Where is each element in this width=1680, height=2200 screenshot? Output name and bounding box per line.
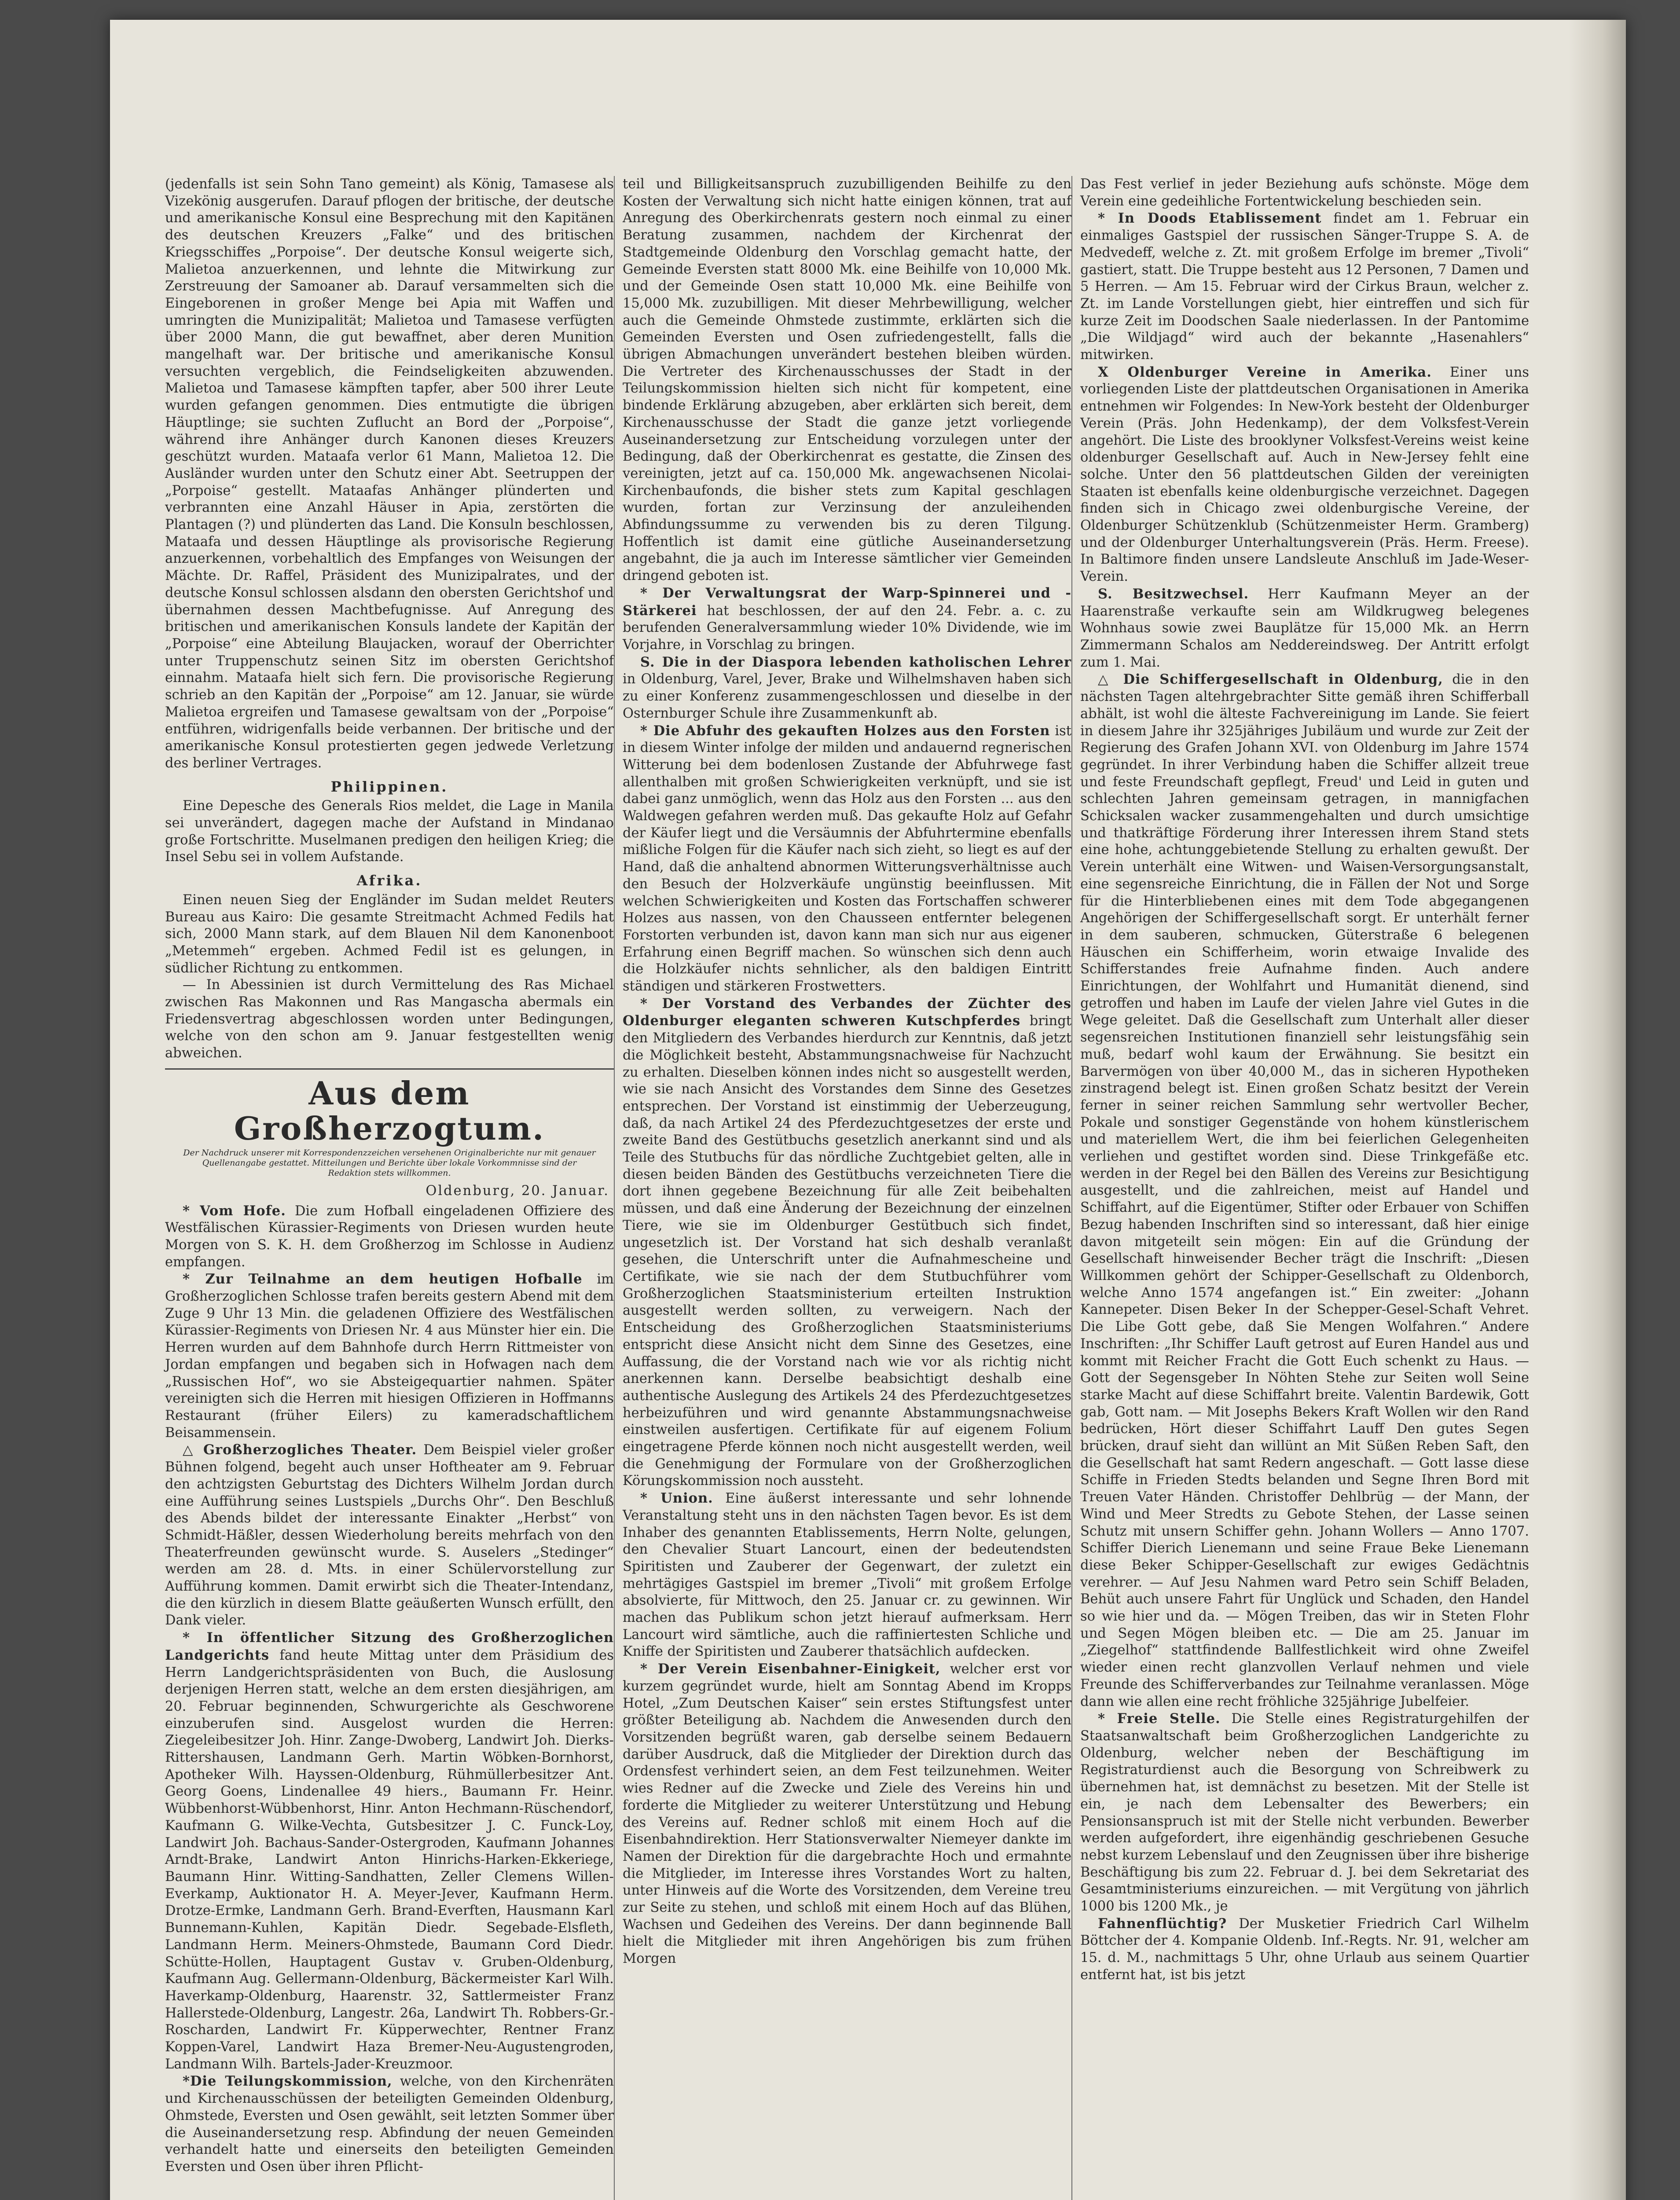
article-eisenbahner-cont: Das Fest verlief in jeder Beziehung aufs schönste. Möge dem Verein eine gedeihliche Fortentwickelung beschieden sein. [1080,176,1529,209]
article-theater [165,1441,614,1629]
article-holz-heading: * Die Abfuhr des gekauften Holzes aus den Forsten [640,722,1050,739]
heading-philippinen: Philippinen. [330,778,448,795]
article-schiffergesellschaft [1080,671,1529,1710]
article-fahnenfluechtig [1080,1915,1529,1984]
article-holz-text: ist in diesem Winter infolge der milden und andauernd regnerischen Witterung bei dem bodenlosen Zustande der Abfuhrwege fast allenthalben mit großen Schwierigkeiten verknüpft, und sie ist dabei ganz unmöglich, wenn das Holz aus den Forsten ... aus den Waldwegen gefahren werden muß. Das gekaufte Holz auf Gefahr der Käufer liegt und die Versäumnis der Abfuhrtermine ebenfalls mißliche Folgen für die Käufer nach sich zieht, so liegt es auf der Hand, daß die anhaltend abnormen Witterungsverhältnisse auch den Besuch der Holzverkäufe ungünstig beeinflussen. Mit welchen Schwierigkeiten und Kosten das Fortschaffen schwerer Holzes aus nassen, von den Chausseen entfernter belegenen Forstorten verbunden ist, davon kann man sich nur aus eigener Erfahrung einen Begriff machen. So wünschen sich denn auch die Holzkäufer nichts sehnlicher, als den baldigen Eintritt ständigen und stärkeren Frostwetters. [623,723,1071,994]
article-philippinen: Eine Depesche des Generals Rios meldet, die Lage in Manila sei unverändert, dagegen mache der Aufstand in Mindanao große Fortschritte. Muselmanen predigen den heiligen Krieg; die Insel Sebu sei in vollem Aufstande. [165,798,614,865]
article-teilungskommission-cont: teil und Billigkeitsanspruch zuzubilligenden Beihilfe zu den Kosten der Verwaltung sich nicht hatte einigen können, trat auf Anregung des Oberkirchenrats gestern noch einmal zu einer Beratung zusammen, nachdem der Kirchenrat der Stadtgemeinde Oldenburg den Vorschlag gemacht hatte, der Gemeinde Eversten statt 8000 Mk. eine Beihilfe von 10,000 Mk. und der Gemeinde Osen statt 10,000 Mk. eine Beihilfe von 15,000 Mk. zuzubilligen. Mit dieser Mehrbewilligung, welcher auch die Gemeinde Ohmstede zustimmte, erklärten sich die Gemeinden Eversten und Osen zufriedengestellt, falls die übrigen Abmachungen unverändert bestehen bleiben würden. Die Vertreter des Kirchenausschusses der Stadt in der Teilungskommission hielten sich nicht für kompetent, eine bindende Erklärung abzugeben, aber erklärten sich bereit, dem Kirchenausschusse der Stadt die ganze jetzt vorliegende Auseinandersetzung zur Entscheidung vorzulegen unter der Bedingung, daß der Oberkirchenrat es gestatte, die Zinsen des vereinigten, jetzt auf ca. 150,000 Mk. angewachsenen Nicolai-Kirchenbaufonds, die bisher stets zum Kapital geschlagen wurden, fortan zur Verzinsung der anzuleihenden Abfindungssumme zu verwenden bis zu deren Tilgung. Hoffentlich ist damit eine gütliche Auseinandersetzung angebahnt, die ja auch im Interesse sämtlicher vier Gemeinden dringend geboten ist. [623,176,1071,584]
article-lehrer-text: in Oldenburg, Varel, Jever, Brake und Wilhelmshaven haben sich zu einer Konferenz zusammengeschlossen und dieselbe in der Osternburger Schule ihre Zusammenkunft ab. [623,671,1071,721]
article-amerika-heading: X Oldenburger Vereine in Amerika. [1098,364,1432,380]
article-samoa: (jedenfalls ist sein Sohn Tano gemeint) als König, Tamasese als Vizekönig ausgerufen. Darauf pflogen der britische, der deutsche und amerikanische Konsul eine Besprechung mit den Kapitänen des deutschen Kreuzers „Falke“ und des britischen Kriegsschiffes „Porpoise“. Der deutsche Konsul weigerte sich, Malietoa anzuerkennen, und lehnte die Mitwirkung zur Zerstreuung der Samoaner ab. Darauf versammelten sich die Eingeborenen in großer Menge bei Apia mit Waffen und umringten die Munizipalität; Malietoa und Tamasese verfügten über 2000 Mann, die gut bewaffnet, aber deren Munition mangelhaft war. Der britische und amerikanische Konsul versuchten vergeblich, die Feindseligkeiten abzuwenden. Malietoa und Tamasese kämpften tapfer, aber 500 ihrer Leute wurden gefangen genommen. Dies entmutigte die übrigen Häuptlinge; sie suchten Zuflucht an Bord der „Porpoise“, während ihre Anhänger durch Kanonen dieses Kreuzers geschützt wurden. Mataafa verlor 61 Mann, Malietoa 12. Die Ausländer wurden unter den Schutz einer Abt. Seetruppen der „Porpoise“ gestellt. Mataafas Anhänger plünderten und verbrannten eine Anzahl Häuser in Apia, zerstörten die Plantagen (?) und plünderten das Land. Die Konsuln beschlossen, Mataafa und dessen Häuptlinge als provisorische Regierung anzuerkennen, vorbehaltlich des Empfanges von Weisungen der Mächte. Dr. Raffel, Präsident des Munizipalrates, und der deutsche Konsul schlossen alsdann den obersten Gerichtshof und übernahmen dessen Machtbefugnisse. Auf Anregung des britischen und amerikanischen Konsuls landete der Kapitän der „Porpoise“ eine Abteilung Blaujacken, worauf der Oberrichter unter Truppenschutz seinen Sitz im obersten Gerichtshof einnahm. Mataafa hielt sich fern. Die provisorische Regierung schrieb an den Kapitän der „Porpoise“ am 12. Januar, sie würde Malietoa ergreifen und Tamasese gewaltsam von der „Porpoise“ entführen, widrigenfalls beide verbannen. Der britische und der amerikanische Konsul protestierten gegen jedwede Verletzung des berliner Vertrages. [165,176,614,771]
article-schiffer-text: die in den nächsten Tagen altehrgebrachter Sitte gemäß ihren Schifferball abhält, ist wohl die älteste Fachvereinigung im Lande. Sie feiert in diesem Jahre ihr 325jähriges Jubiläum und wurde zur Zeit der Regierung des Grafen Johann XVI. von Oldenburg im Jahre 1574 gegründet. In ihrer Verbindung haben die Schiffer allzeit treue und feste Freundschaft gepflegt, Freud' und Leid in guten und schlechten Jahren gemeinsam getragen, in mannigfachen Schicksalen wacker zusammengehalten und durch umsichtige und thatkräftige Förderung ihrer Interessen ihrem Stand stets eine hohe, achtunggebietende Stellung zu erhalten gewußt. Der Verein unterhält eine Witwen- und Waisen-Versorgungsanstalt, eine segensreiche Einrichtung, die in Fällen der Not und Sorge für die Hinterbliebenen eines mit dem Tode abgegangenen Angehörigen der Schiffergesellschaft sorgt. Er unterhält ferner in dem sauberen, schmucken, Güterstraße 6 belegenen Häuschen ein Schifferheim, worin etwaige Invalide des Schifferstandes freie Aufnahme finden. Auch andere Einrichtungen, der Wohlfahrt und Humanität dienend, sind getroffen und haben im Laufe der vielen Jahre viel Gutes in die Wege geleitet. Daß die Gesellschaft zum Unterhalt aller dieser segensreichen Institutionen finanziell sehr leistungsfähig sein muß, bedarf wohl kaum der Erwähnung. Sie besitzt ein Barvermögen von über 40,000 M., das in sicheren Hypotheken zinstragend belegt ist. Einen großen Schatz besitzt der Verein ferner in seiner reichen Sammlung sehr wertvoller Becher, Pokale und sonstiger Gegenstände von hohem künstlerischem und materiellem Wert, die ihm bei feierlichen Gelegenheiten verliehen und gestiftet worden sind. Diese Trinkgefäße etc. werden in der Regel bei den Bällen des Vereins zur Besichtigung ausgestellt, und die zahlreichen, meist auf Handel und Schiffahrt, auf die Eigentümer, Stifter oder Erbauer von Schiffen Bezug habenden Inschriften sind so interessant, daß hier einige davon mitgeteilt sein mögen: Ein auf die Gründung der Gesellschaft hinweisender Becher trägt die Inschrift: „Diesen Willkommen gehört der Schipper-Gesellschaft zu Oldenborch, welche Anno 1574 angefangen ist.“ Ein zweiter: „Johann Kannepeter. Disen Beker In der Schepper-Gesel-Schaft Vehret. Die Libe Gott gebe, daß Sie Mengen Wolfahren.“ Andere Inschriften: „Ihr Schiffer Lauft getrost auf Euren Handel aus und kommt mit Reicher Fracht die Gott Euch schenkt zu Haus. — Gott der Segensgeber In Nöhten Stehe zur Seiten woll Seine starke Macht auf diese Schiffahrt breite. Valentin Bardewik, Gott gab, Gott nam. — Mit Josephs Bekers Kraft Wollen wir den Rand bedrücken, Hört dieser Schiffahrt Lauff Den gutes Segen brücken, drauf sieht dan willünt an Mit Süßen Reben Saft, den die Gesellschaft hat samt Redern angeschaft. — Gott lasse diese Schiffe in Frieden Stedts belanden und Segne Ihren Bord mit Treuen Vater Händen. Christoffer Dehlbrüg — der Mann, der Wind und Meer Stredts zu Gebote Stehen, der Lasse seinen Schutz mit unsern Schiffer gehn. Johann Wollers — Anno 1707. Schiffer Dierich Lienemann und seine Fraue Beke Lienemann diese Beker Schipper-Gesellschaft zur ewiges Gedächtnis verehrer. — Auf Jesu Nahmen ward Petro sein Schiff Beladen, Behüt auch unsere Fahrt für Unglück und Schaden, den Handel so wie hier und da. — Mögen Treiben, das wir in Steten Flohr und Segen Mögen bleiben etc. — Die am 25. Januar im „Ziegelhof“ stattfindende Ballfestlichkeit wird ohne Zweifel wieder einen recht glanzvollen Verlauf nehmen und viele Freunde des Schifferverbandes zur Teilnahme veranlassen. Möge dann wie allen eine recht fröhliche 325jährige Jubelfeier. [1080,672,1529,1709]
article-zuechter [623,995,1071,1490]
article-lehrer-heading: S. Die in der Diaspora lebenden katholischen Lehrer [640,654,1071,670]
article-zuechter-heading: * Der Vorstand des Verbandes der Züchter des Oldenburger eleganten schweren Kutschpferdes [623,995,1071,1029]
article-theater-heading: △ Großherzogliches Theater. [183,1442,417,1458]
article-hofball-text: im Großherzoglichen Schlosse trafen bereits gestern Abend mit dem Zuge 9 Uhr 13 Min. die geladenen Offiziere des Westfälischen Kürassier-Regiments von Driesen Nr. 4 aus Münster hier ein. Die Herren wurden auf dem Bahnhofe durch Herrn Rittmeister von Jordan empfangen und begaben sich in Hofwagen nach dem „Russischen Hof“, wo sie Absteigequartier nahmen. Später vereinigten sich die Herren mit hiesigen Offizieren in Hoffmanns Restaurant (früher Eilers) zu kameradschaftlichem Beisammensein. [165,1272,614,1441]
article-union [623,1490,1071,1661]
article-amerika-text: Einer uns vorliegenden Liste der plattdeutschen Organisationen in Amerika entnehmen wir Folgendes: In New-York besteht der Oldenburger Verein (Präs. John Hedenkamp), der dem Volksfest-Verein angehört. Die Liste des brooklyner Volksfest-Vereins weist keine oldenburger Gesellschaft auf. Auch in New-Jersey fehlt eine solche. Unter den 56 plattdeutschen Gilden der vereinigten Staaten ist ebenfalls keine oldenburgische verzeichnet. Dagegen finden sich in Chicago zwei oldenburgische Vereine, der Oldenburger Schützenklub (Schützenmeister Herm. Gramberg) und der Oldenburger Unterhaltungsverein (Präs. Herm. Freese). In Baltimore finden unsere Landsleute Anschluß im Jade-Weser-Verein. [1080,364,1529,585]
article-vom-hofe [165,1203,614,1271]
article-eisenbahner-heading: * Der Verein Eisenbahner-Einigkeit, [640,1661,941,1677]
column-rule-2 [1071,176,1072,2200]
section-title: Aus dem Großherzogtum. [234,1074,545,1147]
page-edge-shadow [1569,20,1626,2200]
article-union-text: Eine äußerst interessante und sehr lohnende Veranstaltung steht uns in den nächsten Tagen bevor. Es ist dem Inhaber des genannten Etablissements, Herrn Nolte, gelungen, den Chevalier Stuart Lancourt, einen der bedeutendsten Spiritisten und Zauberer der Gegenwart, der zuletzt ein mehrtägiges Gastspiel im bremer „Tivoli“ mit großem Erfolge absolvierte, für Mittwoch, den 25. Januar cr. zu gewinnen. Wir machen das Publikum schon jetzt hierauf aufmerksam. Herr Lancourt wird sämtliche, auch die raffiniertesten Schliche und Kniffe der Spiritisten und Zauberer thatsächlich aufdecken. [623,1491,1071,1660]
article-fahnenfluechtig-text: Der Musketier Friedrich Carl Wilhelm Böttcher der 4. Kompanie Oldenb. Inf.-Regts. Nr. 91, welcher am 15. d. M., nachmittags 5 Uhr, ohne Urlaub aus seinem Quartier entfernt hat, ist bis jetzt [1080,1916,1529,1983]
article-vom-hofe-text: Die zum Hofball eingeladenen Offiziere des Westfälischen Kürassier-Regiments von Driesen wurden heute Morgen von S. K. H. dem Großherzog im Schlosse in Audienz empfangen. [165,1203,614,1270]
article-union-heading: * Union. [640,1490,713,1507]
section-note: Der Nachdruck unserer mit Korrespondenzzeichen versehenen Originalberichte nur mit genauer Quellenangabe gestattet. Mitteilungen und Berichte über lokale Vorkommnisse sind der Redaktion stets willkommen. [183,1148,596,1178]
article-besitzwechsel-heading: S. Besitzwechsel. [1098,586,1249,602]
article-warp-spinnerei [623,585,1071,654]
article-landgericht [165,1629,614,2073]
article-freie-stelle-heading: * Freie Stelle. [1098,1711,1221,1727]
article-freie-stelle [1080,1710,1529,1915]
article-landgericht-text: fand heute Mittag unter dem Präsidium des Herrn Landgerichtspräsidenten von Buch, die Auslosung derjenigen Herren statt, welche an dem ersten diesjährigen, am 20. Februar beginnenden, Schwurgerichte als Geschworene einzuberufen sind. Ausgelost wurden die Herren: Ziegeleibesitzer Joh. Hinr. Zange-Dwoberg, Landwirt Joh. Dierks-Rittershausen, Landmann Gerh. Martin Wöbken-Bornhorst, Apotheker Wilh. Hayssen-Oldenburg, Rühmüllerbesitzer Ant. Georg Goens, Lindenallee 49 hiers., Baumann Fr. Heinr. Wübbenhorst-Wübbenhorst, Hinr. Anton Hechmann-Rüschendorf, Kaufmann G. Wilke-Vechta, Gutsbesitzer J. C. Funck-Loy, Landwirt Joh. Bachaus-Sander-Ostergroden, Kaufmann Johannes Arndt-Brake, Landwirt Anton Hinrichs-Harken-Ekkeriege, Baumann Hinr. Witting-Sandhatten, Zeller Clemens Willen-Everkamp, Auktionator H. A. Meyer-Jever, Kaufmann Herm. Drotze-Ermke, Landmann Gerh. Brand-Everften, Hausmann Karl Bunnemann-Kuhlen, Kapitän Diedr. Segebade-Elsfleth, Landmann Herm. Meiners-Ohmstede, Baumann Cord Diedr. Schütte-Hollen, Hauptagent Gustav v. Gruben-Oldenburg, Kaufmann Aug. Gellermann-Oldenburg, Bäckermeister Karl Wilh. Haverkamp-Oldenburg, Haarenstr. 32, Sattlermeister Franz Hallerstede-Oldenburg, Langestr. 26a, Landwirt Th. Robbers-Gr.-Roscharden, Landwirt Fr. Küpperwechter, Rentner Franz Koppen-Varel, Landwirt Haza Bremer-Neu-Augustengroden, Landmann Wilh. Bartels-Jader-Kreuzmoor. [165,1647,614,2072]
article-besitzwechsel [1080,586,1529,671]
article-warp-text: hat beschlossen, der auf den 24. Febr. a. c. zu berufenden Generalversammlung wieder 10% Dividende, wie im Vorjahre, in Vorschlag zu bringen. [623,603,1072,653]
article-holz [623,722,1071,995]
article-zuechter-text: bringt den Mitgliedern des Verbandes hierdurch zur Kenntnis, daß jetzt die Möglichkeit besteht, Abstammungsnachweise für Nachzucht zu erhalten. Dieselben können indes nicht so ausgestellt werden, wie sie nach Ansicht des Vorstandes dem Sinne des Gesetzes entsprechen. Der Vorstand ist einstimmig der Ueberzeugung, daß, da nach Artikel 24 des Pferdezuchtgesetzes der erste und zweite Band des Gestütbuchs gesetzlich anerkannt sind und als Teile des Stutbuchs für das nördliche Zuchtgebiet gelten, alle in diesen beiden Bänden des Gestütbuchs verzeichneten Tiere die dort ihnen gegebene Bezeichnung für alle Zeit beibehalten müssen, und daß eine Änderung der Bezeichnung der einzelnen Tiere, wie sie im Oldenburger Gestütbuch sich findet, ungesetzlich ist. Der Vorstand hat sich deshalb veranlaßt gesehen, die Unterschrift unter die Aufnahmescheine und Certifikate, wie sie nach der dem Stutbuchführer vom Großherzoglichen Staatsministerium erteilten Instruktion ausgestellt werden sollten, zu verweigern. Nach der Entscheidung des Großherzoglichen Staatsministeriums entspricht diese Ansicht nicht dem Sinne des Gesetzes, eine Auffassung, die der Vorstand nach wie vor als richtig nicht anerkennen kann. Derselbe beabsichtigt deshalb eine authentische Auslegung des Artikels 24 des Pferdezuchtgesetzes herbeizuführen und wird genannte Abstammungsnachweise einstweilen ausfertigen. Certifikate für auf eigenem Folium eingetragene Pferde können noch nicht ausgestellt werden, weil die Genehmigung der Formulare von der Großherzoglichen Körungskommission noch aussteht. [623,1013,1071,1489]
article-schiffer-heading: △ Die Schiffergesellschaft in Oldenburg, [1098,671,1443,688]
column-2 [623,176,1071,1968]
column-rule-1 [614,176,615,2200]
dateline: Oldenburg, 20. Januar. [426,1183,609,1199]
article-hofball [165,1271,614,1441]
article-doods-text: findet am 1. Februar ein einmaliges Gastspiel der russischen Sänger-Truppe S. A. de Medvedeff, welche z. Zt. mit großem Erfolge im bremer „Tivoli“ gastiert, statt. Die Truppe besteht aus 12 Personen, 7 Damen und 5 Herren. — Am 15. Februar wird der Cirkus Braun, welcher z. Zt. im Lande Vorstellungen giebt, hier eintreffen und sich für kurze Zeit im Doodschen Saale niederlassen. In der Pantomime „Die Wildjagd“ wird auch der bekannte „Hasenahlers“ mitwirken. [1080,211,1529,363]
article-amerika [1080,364,1529,586]
newspaper-page [110,20,1626,2200]
article-eisenbahner-text: welcher erst vor kurzem gegründet wurde, hielt am Sonntag Abend im Kropps Hotel, „Zum Deutschen Kaiser“ sein erstes Stiftungsfest unter größter Beteiligung ab. Nachdem die Anwesenden durch den Vorsitzenden begrüßt waren, gab derselbe seinem Bedauern darüber Ausdruck, daß die Mitglieder der Direktion durch das Ordensfest verhindert seien, an dem Fest teilzunehmen. Weiter wies Redner auf die Zwecke und Ziele des Vereins hin und forderte die Mitglieder zu weiterer Unterstützung und Hebung des Vereins auf. Redner schloß mit einem Hoch auf die Eisenbahndirektion. Herr Stationsverwalter Niemeyer dankte im Namen der Direktion für die dargebrachte Hoch und ermahnte die Mitglieder, im Interesse ihres Vorstandes Wort zu halten, unter Hinweis auf die Worte des Vorsitzenden, dem Vereine treu zur Seite zu stehen, und schloß mit einem Hoch auf das Blühen, Wachsen und Gedeihen des Vereins. Der dann beginnende Ball hielt die Mitglieder mit ihren Angehörigen bis zum frühen Morgen [623,1661,1071,1967]
article-abessinien: — In Abessinien ist durch Vermittelung des Ras Michael zwischen Ras Makonnen und Ras Mangascha abermals ein Friedensvertrag abgeschlossen worden unter Bedingungen, welche von den schon am 9. Januar festgestellten wenig abweichen. [165,977,614,1061]
heading-afrika: Afrika. [356,872,422,889]
column-3 [1080,176,1529,1984]
article-fahnenfluechtig-heading: Fahnenflüchtig? [1098,1915,1227,1932]
article-doods-heading: * In Doods Etablissement [1098,210,1322,227]
article-landgericht-heading: * In öffentlicher Sitzung des Großherzoglichen Landgerichts [165,1630,614,1663]
article-lehrer [623,654,1071,722]
article-warp-heading: * Der Verwaltungsrat der Warp-Spinnerei und -Stärkerei [623,585,1071,619]
article-teilungskommission-text: welche, von den Kirchenräten und Kirchenausschüssen der beteiligten Gemeinden Oldenburg, Ohmstede, Eversten und Osen gewählt, seit letzten Sommer über die Auseinandersetzung resp. Abfindung der neuen Gemeinden verhandelt hatte und einerseits den beteiligten Gemeinden Eversten und Osen über ihren Pflicht- [165,2074,614,2174]
article-vom-hofe-heading: * Vom Hofe. [183,1203,286,1219]
column-1 [165,176,614,2176]
article-sudan: Einen neuen Sieg der Engländer im Sudan meldet Reuters Bureau aus Kairo: Die gesamte Streitmacht Achmed Fedils hat sich, 2000 Mann stark, auf dem Blauen Nil dem Kanonenboot „Metemmeh“ ergeben. Achmed Fedil ist es gelungen, in südlicher Richtung zu entkommen. [165,892,614,976]
article-teilungskommission [165,2073,614,2175]
article-teilungskommission-heading: *Die Teilungskommission, [183,2073,392,2090]
article-freie-stelle-text: Die Stelle eines Registraturgehilfen der Staatsanwaltschaft beim Großherzoglichen Landgerichte zu Oldenburg, welcher neben der Beschäftigung im Registraturdienst auch die Besorgung von Schreibwerk zu übernehmen hat, ist demnächst zu besetzen. Mit der Stelle ist ein, je nach dem Lebensalter des Bewerbers; ein Pensionsanspruch ist mit der Stelle nicht verbunden. Bewerber werden aufgefordert, ihre eigenhändig geschriebenen Gesuche nebst kurzem Lebenslauf und den Zeugnissen über ihre bisherige Beschäftigung bis zum 22. Februar d. J. bei dem Sekretariat des Gesamtministeriums einzureichen. — mit Vergütung von jährlich 1000 bis 1200 Mk., je [1080,1711,1529,1914]
article-hofball-heading: * Zur Teilnahme an dem heutigen Hofballe [183,1271,583,1287]
article-besitzwechsel-text: Herr Kaufmann Meyer an der Haarenstraße verkaufte sein am Wildkrugweg belegenes Wohnhaus sowie zwei Bauplätze für 15,000 Mk. an Herrn Zimmermann Schalos am Neddereindsweg. Der Antritt erfolgt zum 1. Mai. [1080,586,1529,670]
section-rule [165,1068,614,1070]
article-doods [1080,210,1529,363]
article-eisenbahner [623,1661,1071,1968]
article-theater-text: Dem Beispiel vieler großer Bühnen folgend, begeht auch unser Hoftheater am 9. Februar den achtzigsten Geburtstag des Dichters Wilhelm Jordan durch eine Aufführung seines Lustspiels „Durchs Ohr“. Den Beschluß des Abends bildet der interessante Einakter „Herbst“ von Schmidt-Häßler, dessen Wiederholung bereits mehrfach von den Theaterfreunden gewünscht wurde. S. Auselers „Stedinger“ werden am 28. d. Mts. in einer Schülervorstellung zur Aufführung kommen. Damit erwirbt sich die Theater-Intendanz, die den kürzlich in diesem Blatte geäußerten Wunsch erfüllt, den Dank vieler. [165,1442,614,1628]
